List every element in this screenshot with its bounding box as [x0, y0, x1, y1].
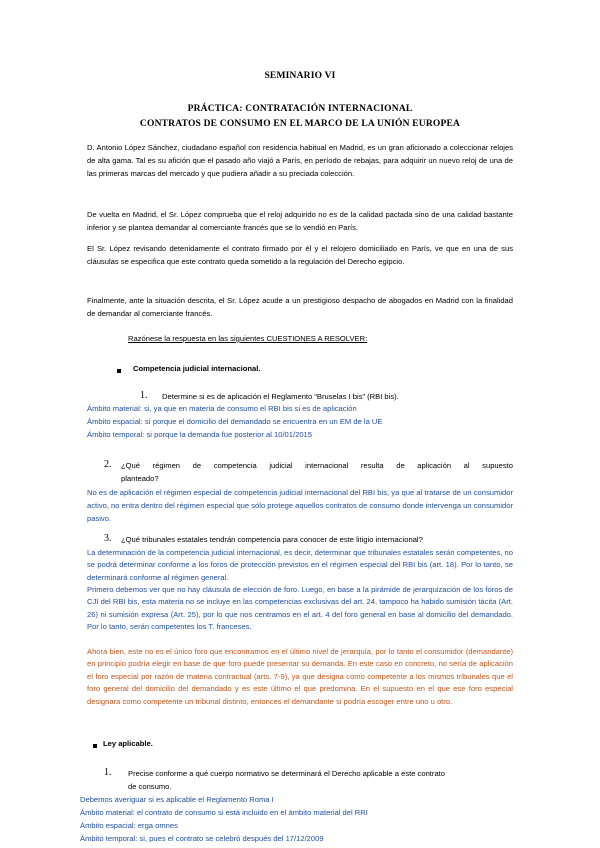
bullet-icon [93, 744, 97, 748]
question-3-number: 3. [104, 533, 112, 544]
question-2-line-1: ¿Qué régimen de competencia judicial internacional resulta de aplicación al supuesto [121, 461, 513, 470]
document-subtitle-2: CONTRATOS DE CONSUMO EN EL MARCO DE LA UNIÓN EUROPEA [139, 119, 461, 129]
question-4-number: 1. [104, 767, 112, 778]
answer-4-line-3: Ámbito espacial: erga omnes [80, 821, 178, 830]
section-ley-aplicable: Ley aplicable. [103, 739, 153, 748]
answer-1-line-3: Ámbito temporal: si porque la demanda fue posterior al 10/01/2015 [87, 430, 312, 439]
question-4-line-2: de consumo. [128, 782, 172, 791]
paragraph-3: El Sr. López revisando detenidamente el contrato firmado por él y el relojero domiciliado en París, ve que en una de sus cláusulas se especifica que este contrato queda sometido a la regulación del Derecho egipcio. [87, 244, 513, 266]
paragraph-4: Finalmente, ante la situación descrita, el Sr. López acude a un prestigioso despacho de abogados en Madrid con la finalidad de demandar al comerciante francés. [87, 296, 513, 318]
section-competencia: Competencia judicial internacional. [133, 364, 261, 373]
answer-4-line-1: Debemos averiguar si es aplicable el Reglamento Roma I [80, 795, 274, 804]
answer-1-line-2: Ámbito espacial: sí porque el domicilio del demandado se encuentra en un EM de la UE [87, 417, 383, 426]
answer-2: No es de aplicación el régimen especial de competencia judicial internacional del RBI bis, ya que al tratarse de un consumidor activo, no entra dentro del régimen especial que sólo protege aquellos contratos de consumo donde intervenga un consumidor pasivo. [87, 488, 513, 523]
document-title: SEMINARIO VI [264, 71, 336, 81]
instruction-line: Razónese la respuesta en las siguientes CUESTIONES A RESOLVER: [128, 334, 368, 343]
answer-3-part-2: Primero debemos ver que no hay cláusula de elección de foro. Luego, en base a la pirámide de jerarquización de los foros de CJI del RBI bis, esta materia no se incluye en las competencias exclusivas del art. 24, tampoco ha habido sumisión tácita (Art. 26) ni sumisión expresa (Art. 25), por lo que nos centramos en el art. 4 del foro general en base al domicilio del demandado. Por lo tanto, serán competentes los T. franceses. [87, 585, 513, 632]
answer-3-part-1: La determinación de la competencia judicial internacional, es decir, determinar que tribunales estatales serán competentes, no se podrá determinar conforme a los foros de protección previstos en el régimen especial del RBI bis (art. 18). Por lo tanto, se determinará conforme al régimen general. [87, 548, 513, 582]
question-4-line-1: Precise conforme a qué cuerpo normativo se determinará el Derecho aplicable a este contrato [128, 769, 445, 778]
answer-4-line-4: Ámbito temporal: si, pues el contrato se celebró después del 17/12/2009 [80, 834, 324, 843]
paragraph-1: D. Antonio López Sánchez, ciudadano español con residencia habitual en Madrid, es un gran aficionado a coleccionar relojes de alta gama. Tal es su afición que el pasado año viajó a París, en período de rebajas, para adquirir un nuevo reloj de una de las primeras marcas del mercado y que pudiera añadir a su preciada colección. [87, 143, 513, 178]
question-2-line-2: planteado? [121, 474, 159, 483]
question-2-number: 2. [104, 459, 112, 470]
answer-1-line-1: Ámbito material: si, ya que en materia de consumo el RBI bis si es de aplicación [87, 404, 357, 413]
question-1-number: 1. [140, 390, 148, 401]
bullet-icon [117, 369, 121, 373]
question-3: ¿Qué tribunales estatales tendrán competencia para conocer de este litigio internacional? [121, 535, 423, 544]
document-subtitle-1: PRÁCTICA: CONTRATACIÓN INTERNACIONAL [187, 104, 413, 114]
question-1: Determine si es de aplicación el Reglamento “Bruselas I bis” (RBI bis). [162, 392, 399, 401]
answer-4-line-2: Ámbito material: el contrato de consumo si está incluido en el ámbito material del RRI [80, 808, 368, 817]
paragraph-2: De vuelta en Madrid, el Sr. López comprueba que el reloj adquirido no es de la calidad pactada sino de una calidad bastante inferior y se plantea demandar al comerciante francés que se lo vendió en París. [87, 210, 513, 232]
answer-3-part-3: Ahora bien, este no es el único foro que encontramos en el último nivel de jerarquía, por lo tanto el consumidor (demandante) en principio podría elegir en base de que foro puede presentar su demanda. En este caso en concreto, no sería de aplicación el foro especial por razón de materia contractual (arts. 7-9), ya que designa como competente a los mismos tribunales que el foro general del domicilio del demandado y es este último el que predomina. En el supuesto en el que ese foro especial designara como competente un tribunal distinto, entonces el demandante si podría escoger entre uno u otro. [87, 647, 513, 706]
